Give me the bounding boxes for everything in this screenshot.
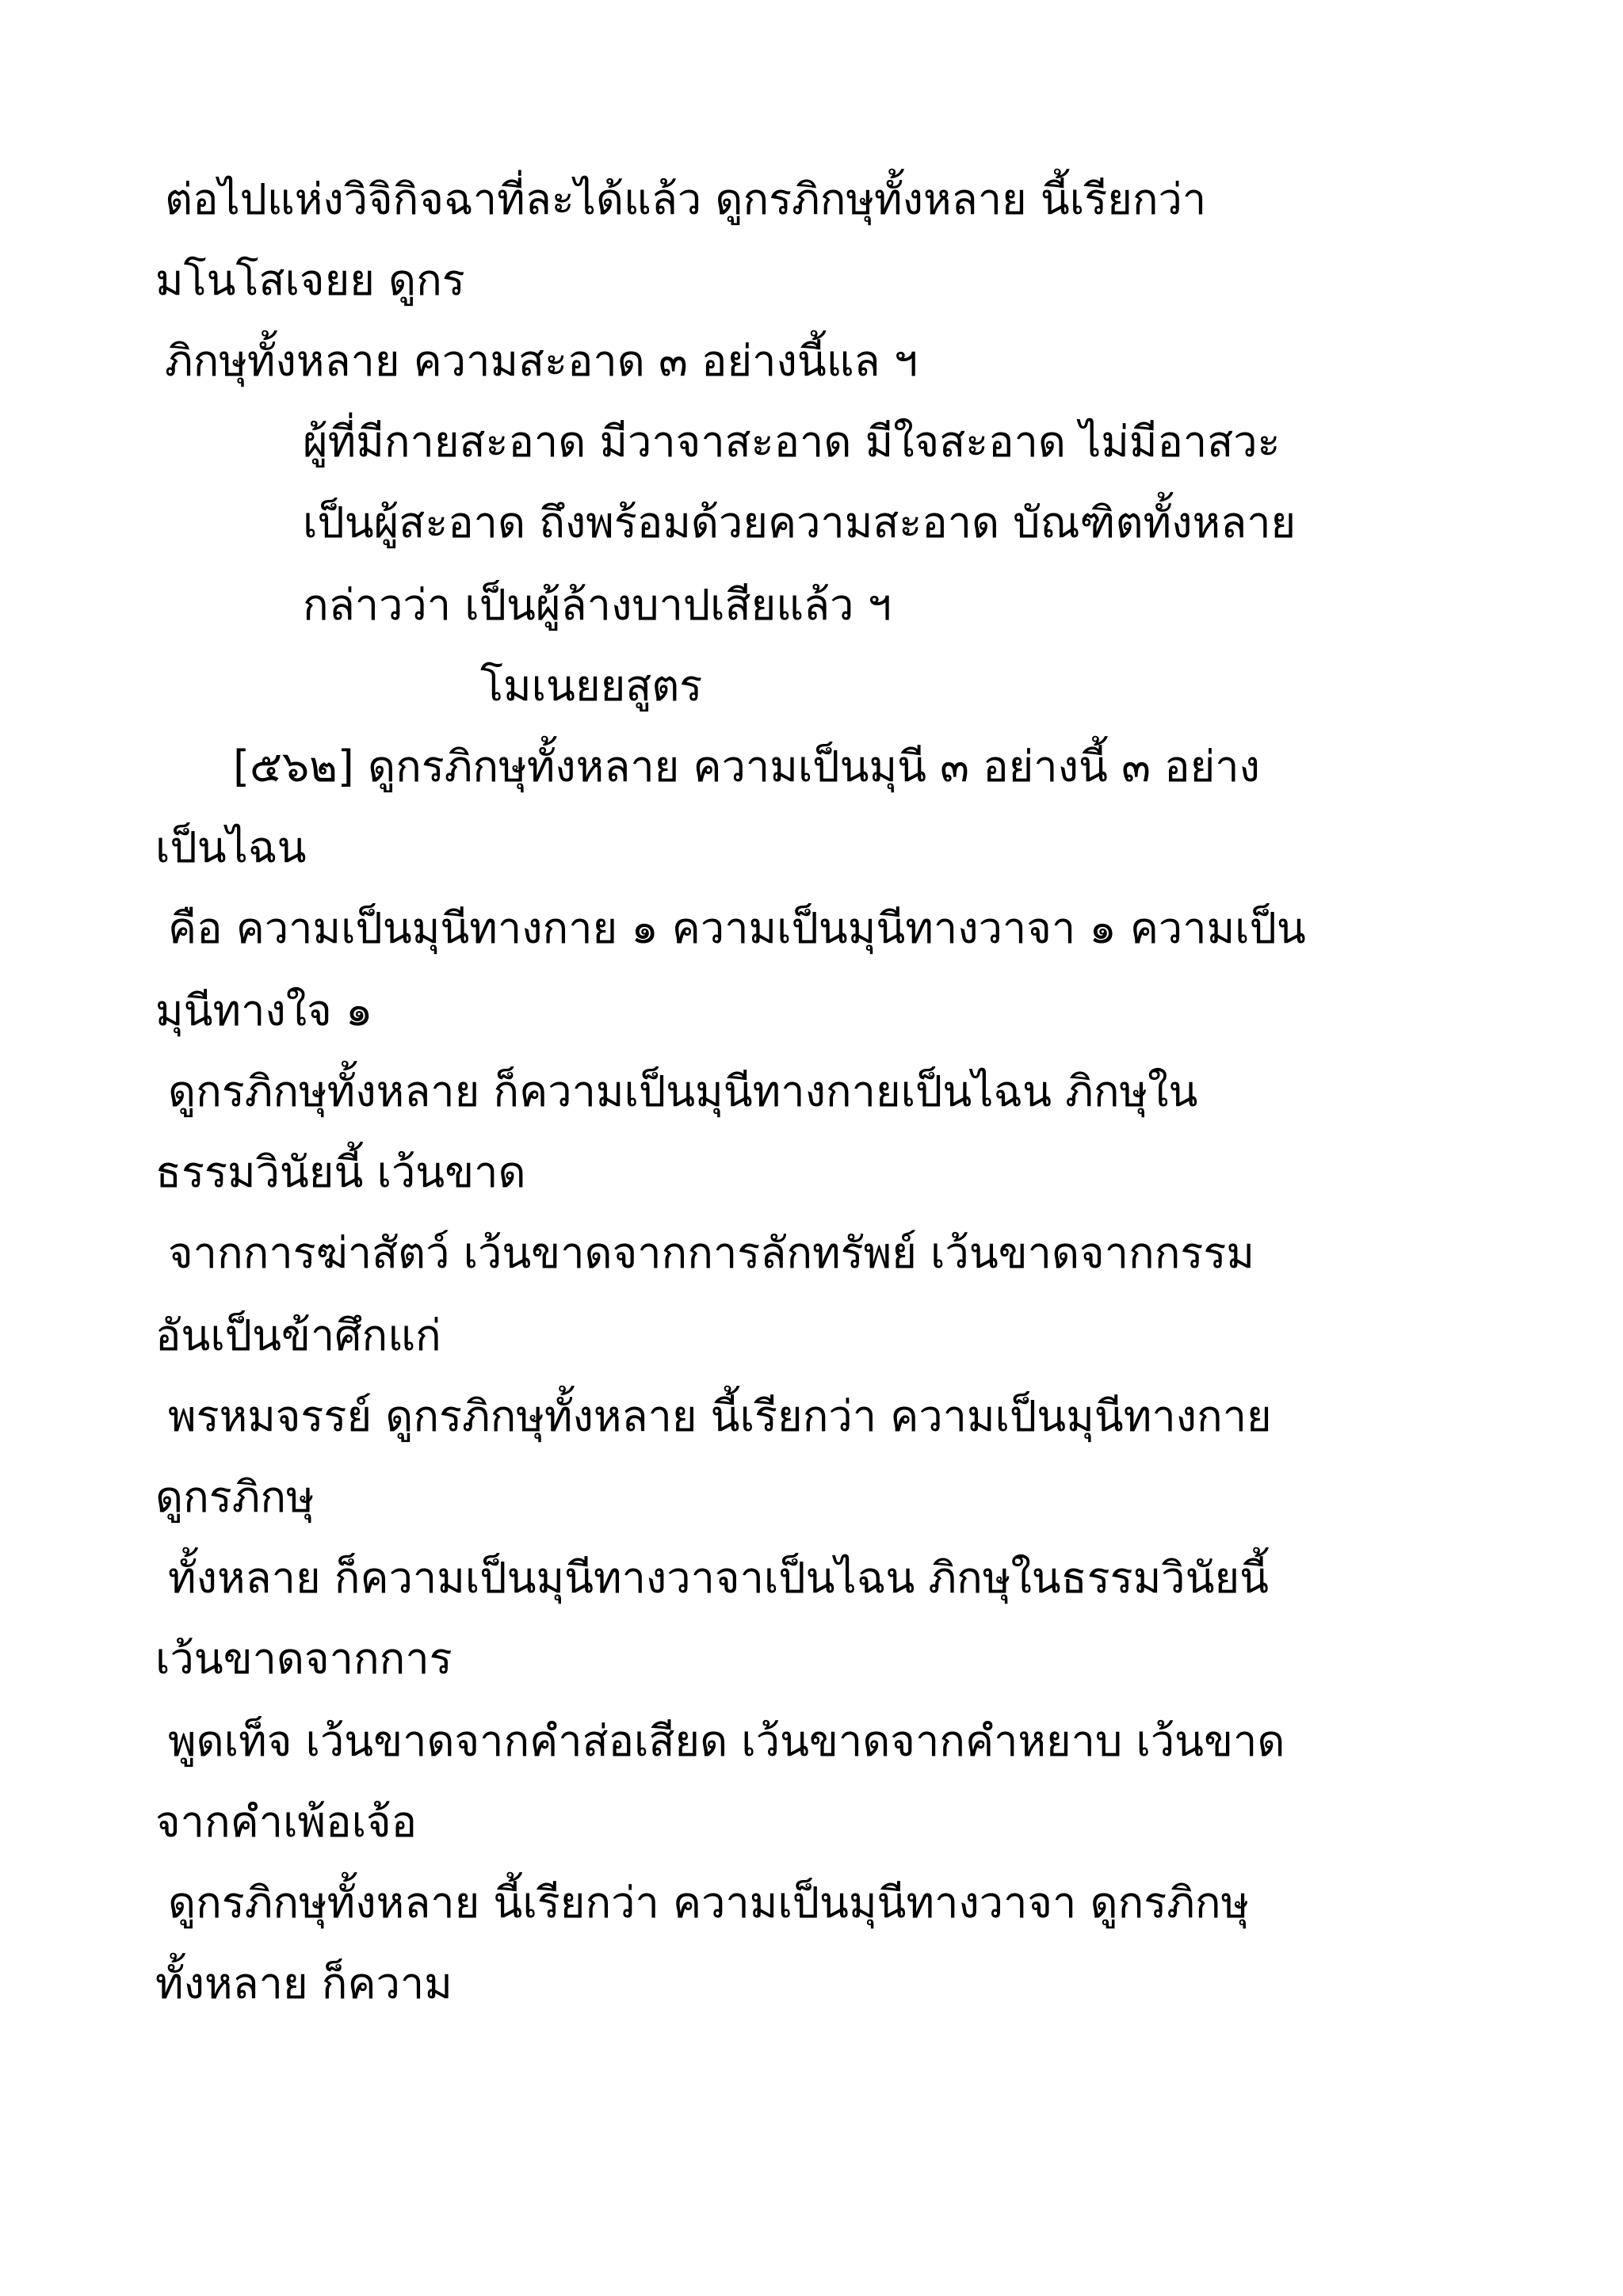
text-line: จากคำเพ้อเจ้อ	[155, 1797, 418, 1847]
text-line: ทั้งหลาย ก็ความเป็นมุนีทางวาจาเป็นไฉน ภิกษุในธรรมวินัยนี้	[168, 1553, 1270, 1603]
text-line: จากการฆ่าสัตว์ เว้นขาดจากการลักทรัพย์ เว้นขาดจากกรรม	[168, 1228, 1255, 1278]
text-line: อันเป็นข้าศึกแก่	[155, 1310, 441, 1360]
text-line: ภิกษุทั้งหลาย ความสะอาด ๓ อย่างนี้แล ฯ	[165, 336, 918, 386]
sutta-title: โมเนยยสูตร	[480, 661, 703, 711]
text-line: ดูกรภิกษุ	[155, 1472, 315, 1522]
text-line: มุนีทางใจ ๑	[155, 986, 373, 1035]
text-line: ธรรมวินัยนี้ เว้นขาด	[155, 1147, 526, 1197]
text-line: คือ ความเป็นมุนีทางกาย ๑ ความเป็นมุนีทางวาจา ๑ ความเป็น	[168, 903, 1306, 953]
text-line: พูดเท็จ เว้นขาดจากคำส่อเสียด เว้นขาดจากคำหยาบ เว้นขาด	[168, 1716, 1285, 1766]
text-line: ต่อไปแห่งวิจิกิจฉาที่ละได้แล้ว ดูกรภิกษุทั้งหลาย นี้เรียกว่า	[165, 174, 1207, 224]
text-line: มโนโสเจยย ดูกร	[155, 255, 465, 305]
text-line: พรหมจรรย์ ดูกรภิกษุทั้งหลาย นี้เรียกว่า ความเป็นมุนีทางกาย	[168, 1391, 1272, 1441]
verse-line: เป็นผู้สะอาด ถึงพร้อมด้วยความสะอาด บัณฑิตทั้งหลาย	[303, 498, 1296, 547]
text-line: [๕๖๒] ดูกรภิกษุทั้งหลาย ความเป็นมุนี ๓ อย่างนี้ ๓ อย่าง	[233, 742, 1260, 791]
text-line: เป็นไฉน	[155, 822, 307, 872]
verse-line: กล่าวว่า เป็นผู้ล้างบาปเสียแล้ว ฯ	[303, 580, 892, 630]
text-line: ดูกรภิกษุทั้งหลาย ก็ความเป็นมุนีทางกายเป็นไฉน ภิกษุใน	[168, 1066, 1198, 1116]
text-line: เว้นขาดจากการ	[155, 1634, 453, 1684]
verse-line: ผู้ที่มีกายสะอาด มีวาจาสะอาด มีใจสะอาด ไม่มีอาสวะ	[303, 417, 1281, 467]
text-line: ดูกรภิกษุทั้งหลาย นี้เรียกว่า ความเป็นมุนีทางวาจา ดูกรภิกษุ	[168, 1878, 1250, 1928]
text-line: ทั้งหลาย ก็ความ	[155, 1958, 453, 2008]
